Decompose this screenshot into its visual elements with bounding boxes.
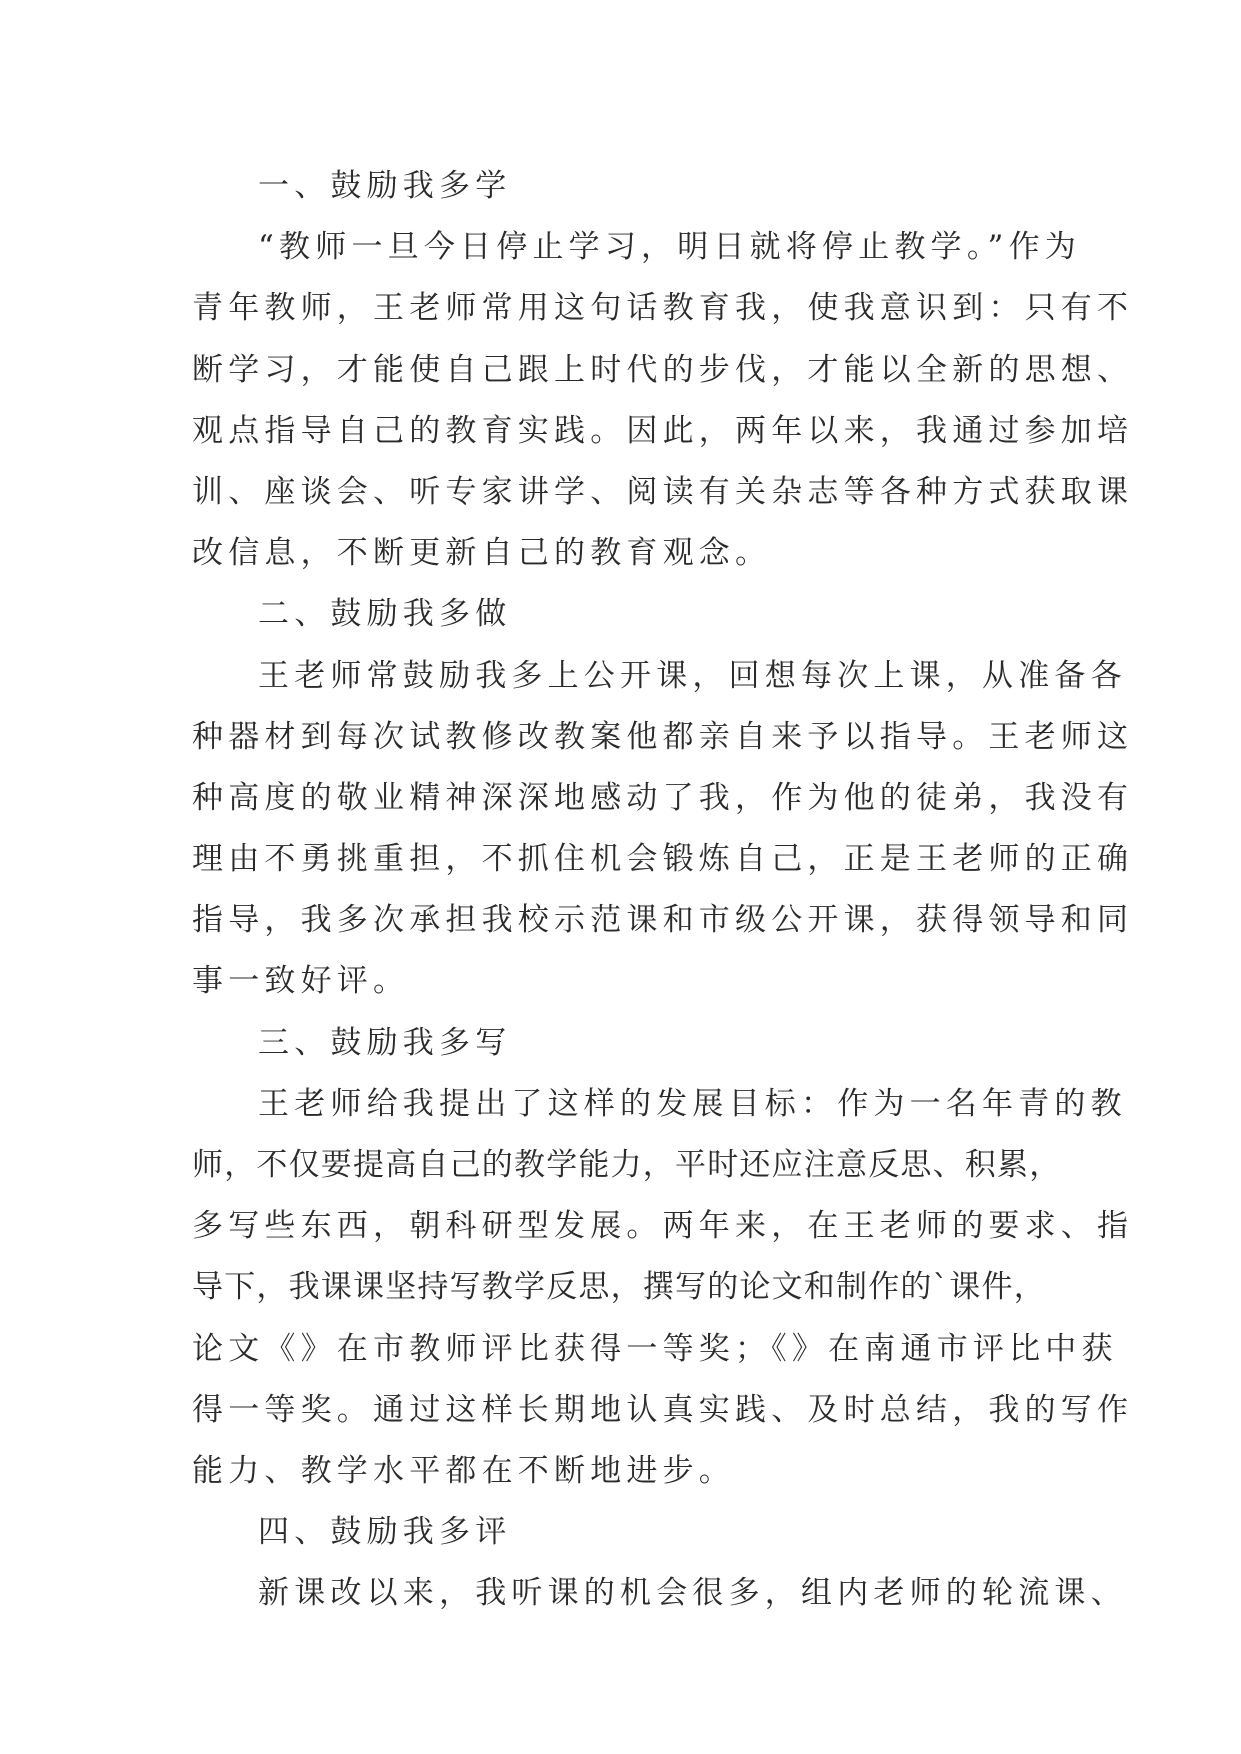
paragraph-line: 新课改以来，我听课的机会很多，组内老师的轮流课、: [258, 1575, 1127, 1612]
paragraph-line: 王老师常鼓励我多上公开课，回想每次上课，从准备各: [258, 657, 1127, 694]
paragraph-line: 能力、教学水平都在不断地进步。: [192, 1452, 735, 1489]
paragraph-line: 王老师给我提出了这样的发展目标：作为一名年青的教: [258, 1085, 1127, 1122]
paragraph-line: 种器材到每次试教修改教案他都亲自来予以指导。王老师这: [192, 718, 1134, 755]
heading-line: 一、鼓励我多学: [258, 168, 512, 204]
paragraph-line: 断学习，才能使自己跟上时代的步伐，才能以全新的思想、: [192, 351, 1134, 388]
heading-line: 二、鼓励我多做: [258, 596, 512, 633]
paragraph-line: 事一致好评。: [192, 963, 410, 1000]
paragraph-line: 多写些东西，朝科研型发展。两年来，在王老师的要求、指: [192, 1208, 1134, 1245]
paragraph-line: 得一等奖。通过这样长期地认真实践、及时总结，我的写作: [192, 1391, 1134, 1428]
paragraph-line: 观点指导自己的教育实践。因此，两年以来，我通过参加培: [192, 412, 1134, 449]
paragraph-line: 导下，我课课坚持写教学反思，撰写的论文和制作的`课件，: [192, 1269, 1046, 1306]
paragraph-line: 种高度的敬业精神深深地感动了我，作为他的徒弟，我没有: [192, 779, 1134, 816]
heading-line: 四、鼓励我多评: [258, 1514, 512, 1551]
paragraph-line: 师，不仅要提高自己的教学能力，平时还应注意反思、积累，: [192, 1147, 1062, 1183]
heading-line: 三、鼓励我多写: [258, 1024, 512, 1061]
paragraph-line: “教师一旦今日停止学习，明日就将停止教学。”作为: [258, 229, 1081, 266]
paragraph-line: 改信息，不断更新自己的教育观念。: [192, 535, 772, 572]
paragraph-line: 指导，我多次承担我校示范课和市级公开课，获得领导和同: [192, 902, 1134, 939]
document-body: [192, 156, 1134, 1625]
paragraph-line: 论文《》在市教师评比获得一等奖；《》在南通市评比中获: [192, 1330, 1118, 1367]
paragraph-line: 训、座谈会、听专家讲学、阅读有关杂志等各种方式获取课: [192, 473, 1134, 510]
paragraph-line: 青年教师，王老师常用这句话教育我，使我意识到：只有不: [192, 290, 1134, 327]
paragraph-line: 理由不勇挑重担，不抓住机会锻炼自己，正是王老师的正确: [192, 841, 1134, 878]
